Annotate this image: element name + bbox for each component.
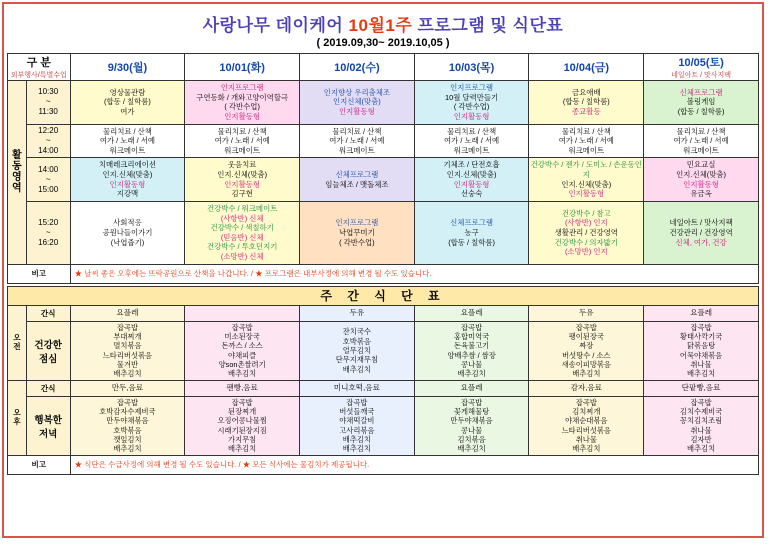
- meal-snack-row: [8, 380, 759, 396]
- program-header-row: [8, 54, 759, 81]
- program-line: 인지.신체(맞춤): [561, 179, 612, 189]
- program-line: 영상물관람: [109, 87, 146, 97]
- program-line: 워크메이트: [568, 145, 605, 155]
- program-line: 인지.신체(맞춤): [102, 170, 153, 179]
- program-menu-sheet: [2, 2, 764, 538]
- meal-item: 느타리버섯볶음: [561, 425, 611, 435]
- program-line: (사항반) 인지: [564, 218, 608, 228]
- program-line: 신체프로그램: [335, 170, 379, 179]
- program-line: ( 각반수업): [224, 102, 260, 112]
- meal-table-title: 주 간 식 단 표: [8, 286, 759, 305]
- note-text-1: ★ 날씨 좋은 오후에는 뜨락공원으로 산책을 나갑니다. / ★ 프로그램은 내부사정에 의해 변경 될 수도 있습니다.: [70, 264, 758, 283]
- program-line: 건강관리 / 건강영역: [669, 227, 733, 237]
- program-cell: [529, 201, 644, 264]
- meal-item: 배추김치: [342, 444, 371, 454]
- meal-item: 야채순대볶음: [565, 416, 608, 426]
- program-line: 워크메이트: [453, 145, 490, 155]
- meal-item: 물겨반: [116, 359, 138, 369]
- program-cell: [414, 81, 529, 125]
- program-cell: [185, 158, 300, 202]
- meal-item: 깻잎김치: [113, 434, 142, 444]
- program-line: 인지.신체(맞춤): [446, 170, 497, 179]
- program-cell: [300, 201, 415, 264]
- program-cell: [644, 158, 759, 202]
- meal-item: 취나물: [690, 359, 712, 369]
- title-prefix: 사랑나무 데이케어: [202, 16, 349, 35]
- activity-row: [8, 124, 759, 158]
- meal-item: 잡곡밥: [116, 397, 138, 407]
- note-label-2: 비고: [8, 455, 71, 474]
- meal-item: 김치찌개: [572, 406, 601, 416]
- meal-item: 잡곡밥: [231, 322, 253, 332]
- meal-item: 배추김치: [686, 444, 716, 454]
- snack-cell: 만두,음료: [70, 380, 185, 396]
- program-line: 여가: [120, 107, 135, 117]
- program-line: 인지향상 우리춤체조: [323, 87, 391, 97]
- meal-item: 김치수제비국: [679, 406, 723, 416]
- program-line: 임늘체조 / 맷돌체조: [325, 179, 389, 189]
- meal-item: 시래기된장지짐: [217, 425, 267, 435]
- meal-item: 황태사깍기국: [679, 331, 723, 341]
- meal-item: 만두야채볶음: [106, 416, 149, 426]
- program-line: 신체프로그램: [450, 218, 494, 228]
- snack-cell: 요플레: [414, 305, 529, 321]
- meal-item: 느타리버섯볶음: [102, 350, 153, 360]
- meal-item: 고사리볶음: [339, 425, 375, 435]
- program-line: 여가 / 노래 / 서예: [329, 136, 385, 146]
- program-line: (합동 / 칠학룸): [104, 97, 151, 107]
- program-line: (사항반) 신체: [220, 213, 264, 223]
- title-highlight: 10월1주: [348, 16, 413, 35]
- meal-item: 된장찌개: [228, 406, 257, 416]
- meal-item: 양배추쌈 / 쌈장: [447, 350, 496, 360]
- program-line: 민요교실: [686, 160, 716, 170]
- column-header-day-1: 10/01(화): [185, 54, 300, 81]
- program-line: 여가 / 노래 / 서예: [214, 136, 270, 146]
- column-header-day-5: 10/05(토) 네일아트 / 맛사지팩: [644, 54, 759, 81]
- meal-item: 배추김치: [113, 369, 142, 379]
- meal-cell: [70, 321, 185, 380]
- program-line: 사회적응: [113, 218, 142, 228]
- program-note-row: [8, 264, 759, 283]
- program-line: 인지신체(맞춤): [332, 97, 381, 107]
- program-line: 치매레크리에이션: [98, 160, 156, 170]
- meal-item: 오징어콩나물찜: [217, 416, 267, 426]
- meal-section-label-morning: 오 전: [8, 305, 27, 380]
- program-line: 유금옥: [690, 189, 712, 199]
- meal-item: 호박감자수제비국: [99, 406, 156, 416]
- meal-item: 호박볶음: [113, 425, 142, 435]
- meal-item: 김치볶음: [457, 434, 486, 444]
- meal-item: 배추김치: [457, 444, 486, 454]
- program-line: 워크메이트: [683, 145, 719, 155]
- meal-note-row: [8, 455, 759, 474]
- snack-cell: [185, 305, 300, 321]
- meal-item: 멸치볶음: [113, 341, 142, 351]
- meal-item: 돈까스 / 소스: [221, 341, 263, 351]
- snack-label: 간식: [26, 305, 70, 321]
- snack-cell: 요플레: [70, 305, 185, 321]
- program-line: 금요애배: [572, 87, 601, 97]
- activity-row: [8, 81, 759, 125]
- program-line: 네일아트 / 맛사지팩: [669, 218, 733, 228]
- meal-item: 잔치국수: [342, 327, 371, 337]
- meal-item: 콩나물: [461, 359, 483, 369]
- column-header-day-3: 10/03(목): [414, 54, 529, 81]
- meal-item: 팽이된장국: [568, 331, 604, 341]
- meal-rows-body: [8, 305, 759, 455]
- program-cell: [644, 81, 759, 125]
- meal-item: 잡곡밥: [575, 397, 597, 407]
- note-label-1: 비고: [8, 264, 71, 283]
- program-line: 여가 / 노래 / 서예: [558, 136, 614, 146]
- meal-item: 잡곡밥: [461, 397, 483, 407]
- program-line: ( 각반수업): [453, 102, 490, 112]
- activity-rows-body: [8, 81, 759, 265]
- program-cell: [185, 81, 300, 125]
- time-slot: 10:30 ~ 11:30: [26, 81, 70, 125]
- program-line: 인지활동형: [683, 179, 719, 189]
- snack-cell: 두유: [300, 305, 415, 321]
- program-line: 인지.신체(맞춤): [217, 170, 268, 179]
- gubun-sub-label: 외부행사/특별수업: [10, 72, 67, 79]
- program-line: 여가 / 노래 / 서예: [673, 136, 729, 146]
- meal-item: 부대찌개: [113, 331, 142, 341]
- meal-item: 새송이피망볶음: [561, 359, 611, 369]
- title-suffix: 프로그램 및 식단표: [412, 16, 564, 35]
- program-line: 여가 / 노래 / 서예: [99, 136, 156, 146]
- meal-item: 배추김치: [228, 369, 257, 379]
- program-cell: [300, 158, 415, 202]
- program-line: 공원나들이가기: [102, 227, 153, 237]
- meal-item: 배추김치: [342, 364, 371, 374]
- program-line: 종교활동: [572, 107, 601, 117]
- meal-item: 버섯땅수 / 소스: [562, 350, 611, 360]
- meal-cell: [529, 396, 644, 455]
- meal-item: 만두야채볶음: [450, 416, 493, 426]
- meal-item: 가지무침: [228, 434, 257, 444]
- meal-cell: [644, 396, 759, 455]
- program-line: 볼링게임: [686, 97, 716, 107]
- program-line: 건강박수 / 색칠하기: [210, 223, 274, 233]
- snack-cell: 요플레: [644, 305, 759, 321]
- meal-item: 짜장: [579, 341, 594, 351]
- program-table: [7, 53, 759, 284]
- program-line: 건강박수 / 젠가 / 도미노 / 손운동인지: [530, 160, 642, 179]
- program-cell: [529, 124, 644, 158]
- meal-item: 돈육불고기: [453, 341, 490, 351]
- program-line: 인지활동형: [224, 179, 260, 189]
- program-line: (소망반) 인지: [564, 247, 608, 257]
- meal-cell: [185, 321, 300, 380]
- meal-cell: [300, 396, 415, 455]
- date-range: ( 2019.09,30~ 2019.10,05 ): [316, 37, 450, 49]
- program-line: 워크메이트: [224, 145, 260, 155]
- program-line: 물리치료 / 산책: [676, 126, 726, 136]
- program-line: 물리치료 / 산책: [561, 126, 611, 136]
- program-cell: [414, 124, 529, 158]
- meal-item: 꽁치김치조림: [679, 416, 723, 426]
- meal-item: 야채피클: [228, 350, 257, 360]
- program-line: 10월 달력만들기: [445, 92, 499, 102]
- column-header-gubun: 구 분 외부행사/특별수업: [8, 54, 71, 81]
- activity-section-label: 활 동 영 역: [8, 81, 27, 265]
- program-cell: [185, 201, 300, 264]
- program-line: 물리치료 / 산책: [217, 126, 267, 136]
- program-line: 선숭숙: [460, 189, 483, 199]
- program-line: 생활관리 / 건강영역: [554, 227, 618, 237]
- program-cell: [529, 81, 644, 125]
- program-line: 건강박수 / 투호던지기: [206, 242, 278, 252]
- meal-section-label-afternoon: 오 후: [8, 380, 27, 455]
- program-line: 신체, 여가, 건강: [675, 237, 727, 247]
- meal-item: 닭볶음탕: [686, 341, 716, 351]
- snack-cell: 두유: [529, 305, 644, 321]
- title-table: [7, 7, 759, 53]
- program-line: (합동 / 칠학룸): [448, 237, 495, 247]
- program-line: 농구: [464, 227, 479, 237]
- meal-cell: [644, 321, 759, 380]
- snack-label: 간식: [26, 380, 70, 396]
- meal-cell: [529, 321, 644, 380]
- program-cell: [644, 201, 759, 264]
- meal-item: 홍합미역국: [453, 331, 490, 341]
- program-cell: [70, 124, 185, 158]
- program-line: 건강박수 / 워크메이트: [206, 203, 278, 213]
- meal-item: 배추김치: [228, 444, 257, 454]
- meal-main-row: [8, 321, 759, 380]
- program-cell: [70, 81, 185, 125]
- program-line: 신체프로그램: [679, 87, 723, 97]
- meal-item: 김자반: [690, 434, 712, 444]
- meal-label: 행복한 저녁: [26, 396, 70, 455]
- program-line: 인지활동형: [453, 179, 490, 189]
- program-line: (소망반) 신체: [220, 252, 264, 261]
- meal-title-row: [8, 286, 759, 305]
- program-line: 여가 / 노래 / 서예: [444, 136, 500, 146]
- meal-item: 야채떡갈비: [339, 416, 375, 426]
- meal-item: 콩나물: [461, 425, 483, 435]
- meal-item: 잡곡밥: [116, 322, 138, 332]
- meal-item: 호박볶음: [342, 336, 371, 346]
- meal-item: 어묵야채볶음: [679, 350, 723, 360]
- program-line: (믿음반) 신체: [220, 232, 264, 242]
- time-slot: 14:00 ~ 15:00: [26, 158, 70, 202]
- program-cell: [300, 81, 415, 125]
- program-cell: [70, 158, 185, 202]
- meal-item: 잡곡밥: [346, 397, 368, 407]
- program-cell: [414, 158, 529, 202]
- column-header-day-0: 9/30(월): [70, 54, 185, 81]
- meal-main-row: [8, 396, 759, 455]
- program-line: 지강맥: [116, 189, 139, 199]
- meal-item: 얼무김치: [342, 345, 371, 355]
- meal-cell: [414, 321, 529, 380]
- program-line: 물리치료 / 산책: [447, 126, 497, 136]
- program-cell: [529, 158, 644, 202]
- program-line: 기체조 / 단전호흡: [443, 160, 500, 170]
- program-line: 물리치료 / 산책: [102, 126, 152, 136]
- program-line: 건강박수 / 참고: [561, 208, 611, 218]
- program-line: 물리치료 / 산책: [332, 126, 382, 136]
- program-cell: [644, 124, 759, 158]
- program-line: (낙엽줍기): [110, 237, 145, 247]
- program-line: 낙엽꾸미기: [339, 227, 375, 237]
- program-cell: [185, 124, 300, 158]
- meal-item: 취나물: [575, 434, 597, 444]
- program-line: 인지활동형: [109, 179, 146, 189]
- meal-item: 취나물: [690, 425, 712, 435]
- snack-cell: 미니호떡,음료: [300, 380, 415, 396]
- program-line: 인지활동형: [568, 189, 605, 199]
- meal-cell: [70, 396, 185, 455]
- saturday-sub-label: 네일아트 / 맛사지팩: [671, 72, 732, 79]
- note-text-2: ★ 식단은 수급사정에 의해 변경 될 수도 있습니다. / ★ 모든 식사에는 물김치가 제공됩니다.: [70, 455, 758, 474]
- snack-cell: 감자,음료: [529, 380, 644, 396]
- program-line: 인지활동형: [339, 107, 375, 117]
- program-line: 김구현: [231, 189, 253, 199]
- program-cell: [414, 201, 529, 264]
- meal-item: 잡곡밥: [461, 322, 483, 332]
- program-line: 인지프로그램: [220, 83, 264, 92]
- meal-table: [7, 286, 759, 475]
- column-header-day-4: 10/04(금): [529, 54, 644, 81]
- meal-cell: [414, 396, 529, 455]
- meal-item: 꽃게해물탕: [453, 406, 490, 416]
- program-cell: [300, 124, 415, 158]
- meal-item: 단무지재무침: [335, 355, 378, 365]
- meal-snack-row: [8, 305, 759, 321]
- program-line: (합동 / 칠학룸): [562, 97, 610, 107]
- snack-cell: 요플레: [414, 380, 529, 396]
- program-line: 워크메이트: [339, 145, 375, 155]
- meal-item: 잡곡밥: [231, 397, 253, 407]
- program-cell: [70, 201, 185, 264]
- program-line: (합동 / 칠학룸): [677, 107, 725, 117]
- meal-item: 양son촌쌀려기: [218, 359, 266, 369]
- meal-item: 버섯들깨국: [339, 406, 375, 416]
- activity-row: [8, 201, 759, 264]
- program-line: 워크메이트: [109, 145, 146, 155]
- meal-item: 배추김치: [686, 369, 716, 379]
- meal-item: 잡곡밥: [575, 322, 597, 332]
- meal-item: 미소된장국: [224, 331, 260, 341]
- column-header-day-2: 10/02(수): [300, 54, 415, 81]
- meal-item: 배추김치: [342, 434, 371, 444]
- activity-row: [8, 158, 759, 202]
- program-line: 인지프로그램: [335, 218, 379, 228]
- program-line: 인지활동형: [224, 111, 260, 121]
- program-line: ( 각반수업): [339, 237, 375, 247]
- meal-cell: [185, 396, 300, 455]
- snack-cell: 팬빵,음료: [185, 380, 300, 396]
- meal-item: 배추김치: [572, 369, 601, 379]
- snack-cell: 단팥빵,음료: [644, 380, 759, 396]
- program-line: 웃음치료: [227, 160, 257, 170]
- meal-item: 잡곡밥: [690, 397, 712, 407]
- meal-item: 배추김치: [113, 444, 142, 454]
- program-line: 건강박수 / 의자밟기: [554, 237, 618, 247]
- meal-item: 잡곡밥: [690, 322, 712, 332]
- program-line: 구연동화 / 개와고양이역할극: [196, 92, 289, 102]
- meal-cell: [300, 321, 415, 380]
- meal-label: 건강한 점심: [26, 321, 70, 380]
- meal-item: 배추김치: [457, 369, 486, 379]
- meal-item: 배추김치: [572, 444, 601, 454]
- time-slot: 12:20 ~ 14:00: [26, 124, 70, 158]
- program-line: 인지활동형: [453, 111, 490, 121]
- time-slot: 15:20 ~ 16:20: [26, 201, 70, 264]
- program-line: 인지프로그램: [450, 83, 494, 92]
- program-line: 인지.신체(맞춤): [676, 170, 726, 179]
- page-title: [7, 7, 759, 36]
